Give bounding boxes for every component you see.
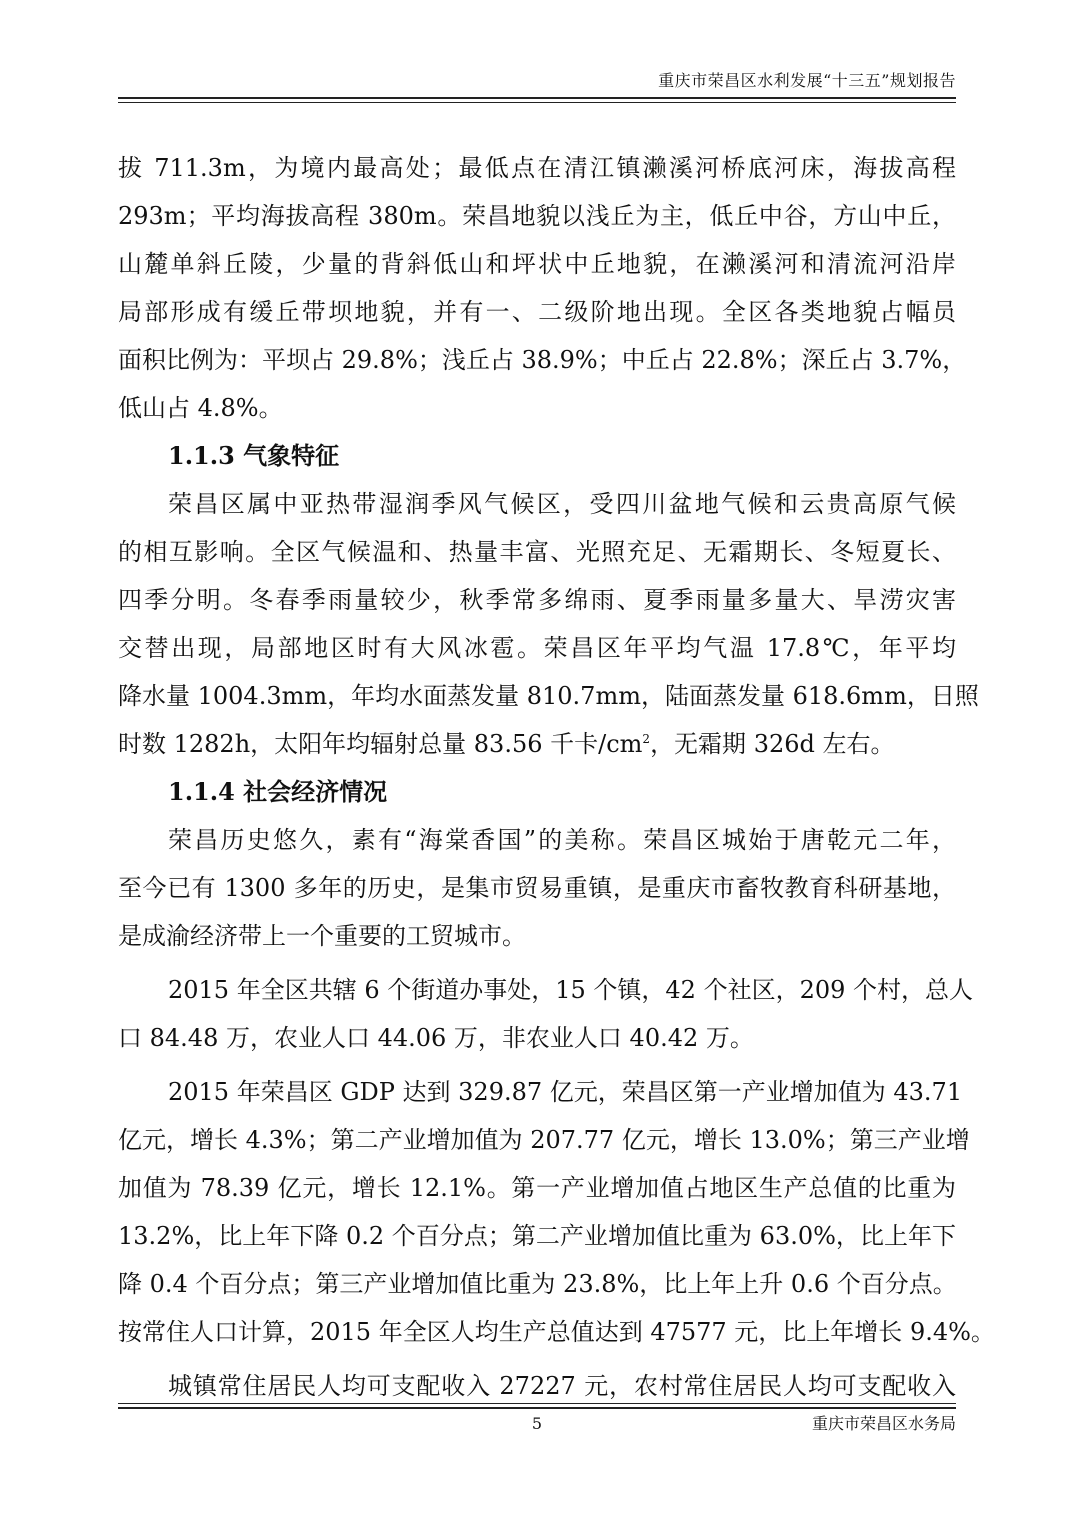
text-line: 面积比例为：平坝占 29.8%；浅丘占 38.9%；中丘占 22.8%；深丘占 3.7%，: [118, 346, 967, 374]
page-number: 5: [531, 1414, 543, 1433]
paragraph-income: [118, 1368, 956, 1404]
text-line: 是成渝经济带上一个重要的工贸城市。: [118, 922, 526, 950]
text-line: 拔 711.3m，为境内最高处；最低点在清江镇濑溪河桥底河床，海拔高程: [118, 154, 956, 182]
text-line: 降 0.4 个百分点；第三产业增加值比重为 23.8%，比上年上升 0.6 个百分点。: [118, 1270, 957, 1298]
text-line: 降水量 1004.3mm，年均水面蒸发量 810.7mm，陆面蒸发量 618.6mm，日照: [118, 682, 979, 710]
page-header: [118, 70, 956, 100]
text-line: 山麓单斜丘陵，少量的背斜低山和坪状中丘地貌，在濑溪河和清流河沿岸: [118, 250, 956, 278]
superscript: 2: [642, 732, 651, 746]
paragraph-population: [118, 972, 974, 1056]
text-line: 13.2%，比上年下降 0.2 个百分点；第二产业增加值比重为 63.0%，比上年下: [118, 1222, 956, 1250]
text-line: 2015 年全区共辖 6 个街道办事处，15 个镇，42 个社区，209 个村，总人: [168, 976, 974, 1004]
paragraph-history: [118, 822, 956, 954]
header-title: 重庆市荣昌区水利发展“十三五”规划报告: [658, 71, 956, 90]
page-body: [118, 150, 995, 1416]
text-line: 2015 年荣昌区 GDP 达到 329.87 亿元，荣昌区第一产业增加值为 43.71: [168, 1078, 963, 1106]
paragraph-terrain: [118, 150, 967, 426]
text-line: 293m；平均海拔高程 380m。荣昌地貌以浅丘为主，低丘中谷，方山中丘，: [118, 202, 956, 230]
text-line: 城镇常住居民人均可支配收入 27227 元，农村常住居民人均可支配收入: [168, 1372, 956, 1400]
text-line: 四季分明。冬春季雨量较少，秋季常多绵雨、夏季雨量多量大、旱涝灾害: [118, 586, 956, 614]
text-line: 荣昌历史悠久，素有“海棠香国”的美称。荣昌区城始于唐乾元二年，: [168, 826, 956, 854]
footer-divider: [118, 1403, 956, 1409]
text-line: 亿元，增长 4.3%；第二产业增加值为 207.77 亿元，增长 13.0%；第三产业增: [118, 1126, 970, 1154]
text-segment: 时数 1282h，太阳年均辐射总量 83.56 千卡/cm: [118, 730, 643, 758]
footer-organization: 重庆市荣昌区水务局: [811, 1414, 956, 1433]
text-line: 交替出现，局部地区时有大风冰雹。荣昌区年平均气温 17.8℃，年平均: [118, 634, 956, 662]
text-line: 荣昌区属中亚热带湿润季风气候区，受四川盆地气候和云贵高原气候: [168, 490, 956, 518]
text-line: 的相互影响。全区气候温和、热量丰富、光照充足、无霜期长、冬短夏长、: [118, 538, 956, 566]
paragraph-gdp: [118, 1074, 995, 1350]
text-line: 低山占 4.8%。: [118, 394, 283, 422]
text-line: 局部形成有缓丘带坝地貌，并有一、二级阶地出现。全区各类地貌占幅员: [118, 298, 956, 326]
text-line: 按常住人口计算，2015 年全区人均生产总值达到 47577 元，比上年增长 9.4%。: [118, 1318, 995, 1346]
text-line: 加值为 78.39 亿元，增长 12.1%。第一产业增加值占地区生产总值的比重为: [118, 1174, 956, 1202]
text-line: 至今已有 1300 多年的历史，是集市贸易重镇，是重庆市畜牧教育科研基地，: [118, 874, 956, 902]
section-heading-economy: 1.1.4 社会经济情况: [168, 777, 388, 806]
text-segment: ，无霜期 326d 左右。: [650, 730, 895, 758]
header-divider: [118, 97, 956, 103]
paragraph-climate: [118, 486, 979, 762]
text-line: 口 84.48 万，农业人口 44.06 万，非农业人口 40.42 万。: [118, 1024, 754, 1052]
text-line: [118, 726, 956, 762]
section-heading-climate: 1.1.3 气象特征: [168, 441, 340, 470]
